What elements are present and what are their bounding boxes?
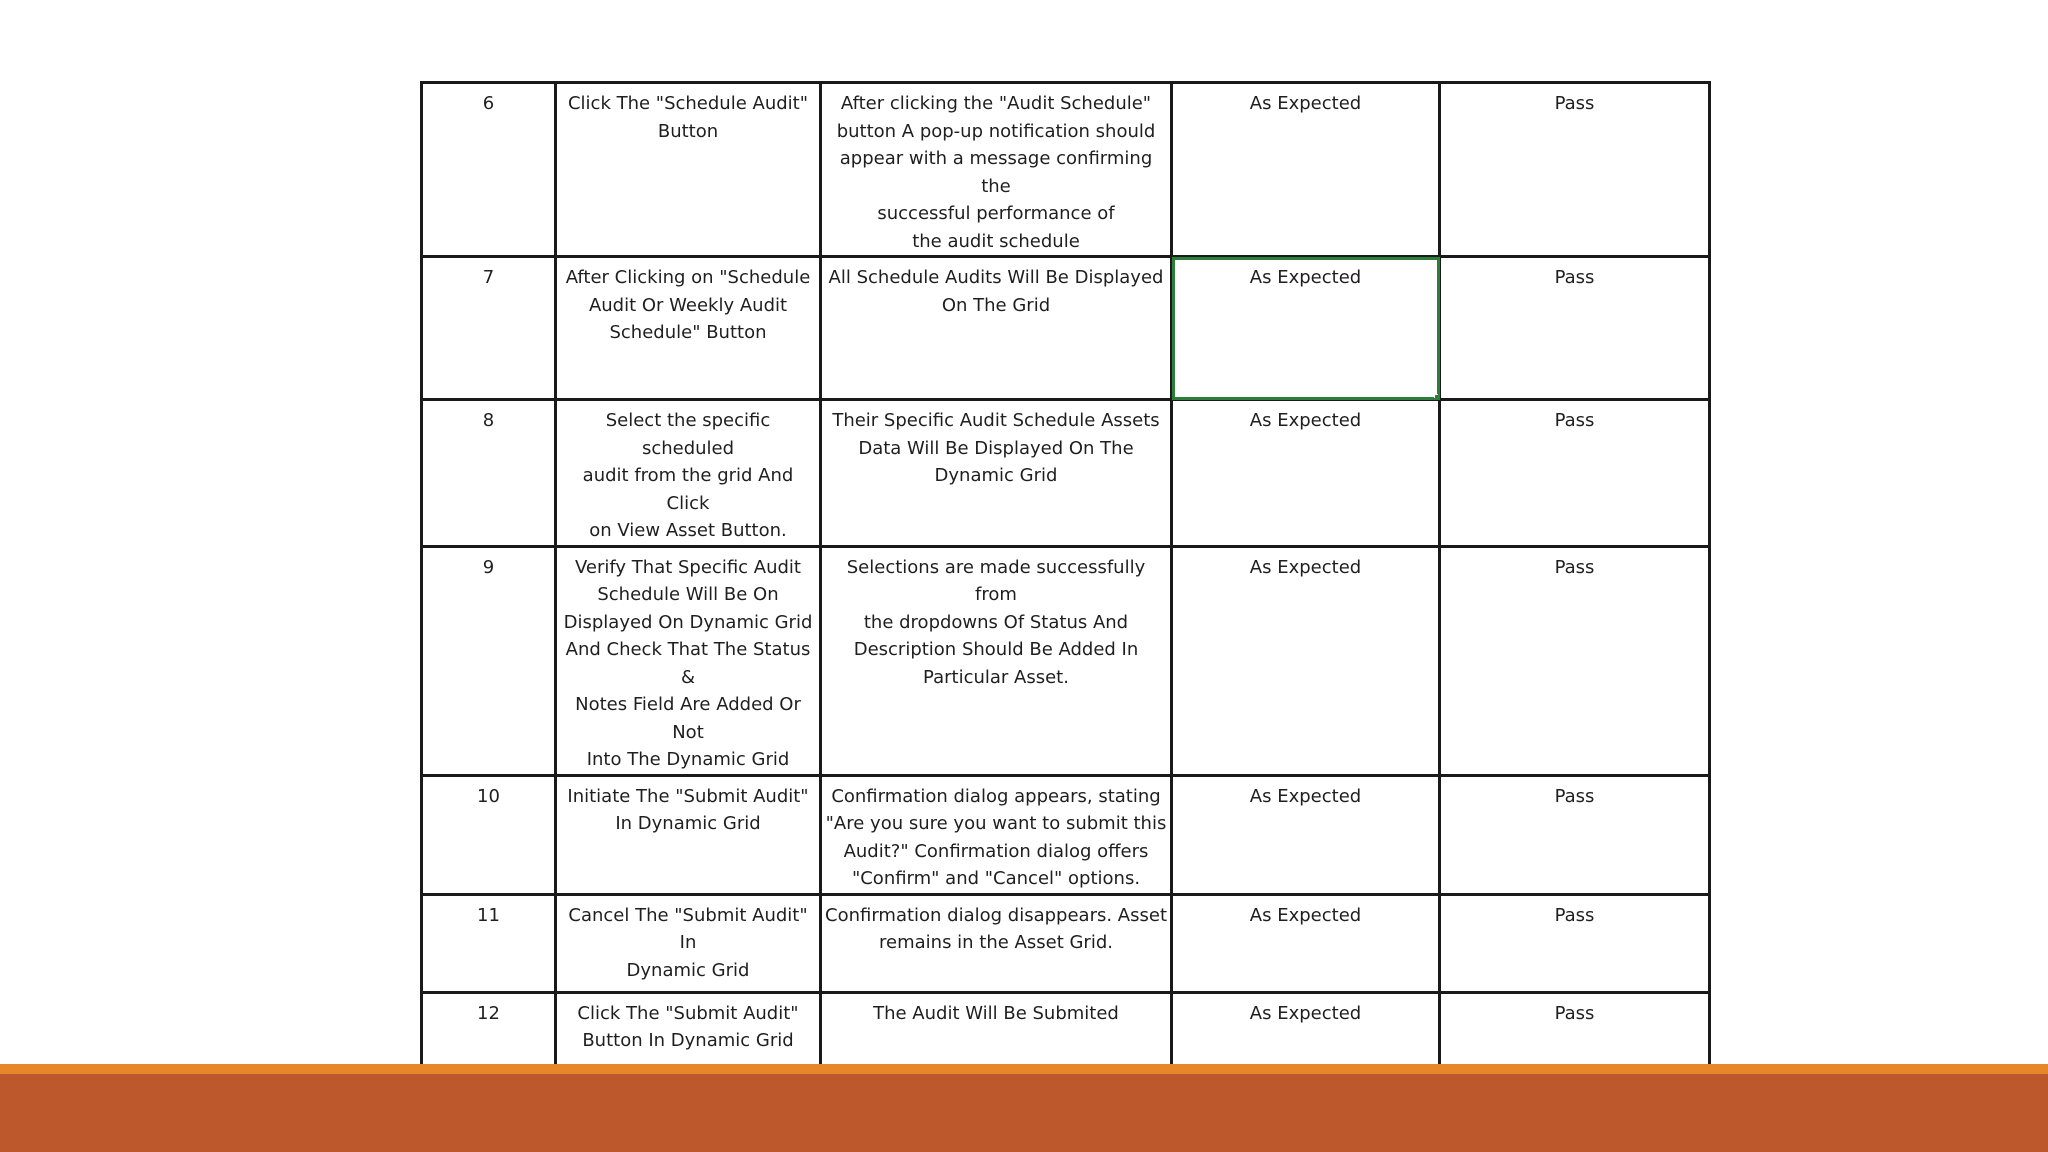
test-step-cell[interactable]: Cancel The "Submit Audit" In Dynamic Grid: [556, 894, 821, 992]
status-cell[interactable]: Pass: [1440, 992, 1710, 1082]
actual-result-cell[interactable]: As Expected: [1172, 775, 1440, 894]
expected-result-cell[interactable]: All Schedule Audits Will Be Displayed On The Grid: [821, 257, 1172, 400]
expected-result-cell[interactable]: The Audit Will Be Submited: [821, 992, 1172, 1082]
test-step-cell[interactable]: Click The "Schedule Audit" Button: [556, 83, 821, 257]
fill-handle[interactable]: [1434, 394, 1440, 400]
actual-result-cell[interactable]: As Expected: [1172, 992, 1440, 1082]
test-step-cell[interactable]: Click The "Submit Audit" Button In Dynamic Grid: [556, 992, 821, 1082]
actual-result-cell[interactable]: As Expected: [1172, 546, 1440, 775]
actual-result-text: As Expected: [1249, 267, 1362, 288]
table-row: [422, 257, 1710, 400]
status-cell[interactable]: Pass: [1440, 894, 1710, 992]
expected-result-cell[interactable]: Confirmation dialog appears, stating "Are you sure you want to submit this Audit?" Confirmation dialog offers "Confirm" and "Cancel" options.: [821, 775, 1172, 894]
footer-bar: [0, 1074, 2048, 1152]
status-cell[interactable]: Pass: [1440, 775, 1710, 894]
status-cell[interactable]: Pass: [1440, 546, 1710, 775]
table-row: [422, 546, 1710, 775]
test-number-cell[interactable]: 12: [422, 992, 556, 1082]
table-row: [422, 400, 1710, 547]
test-number-cell[interactable]: 10: [422, 775, 556, 894]
actual-result-cell[interactable]: As Expected: [1172, 83, 1440, 257]
status-cell[interactable]: Pass: [1440, 400, 1710, 547]
test-number-cell[interactable]: 6: [422, 83, 556, 257]
expected-result-cell[interactable]: Their Specific Audit Schedule Assets Data Will Be Displayed On The Dynamic Grid: [821, 400, 1172, 547]
test-number-cell[interactable]: 7: [422, 257, 556, 400]
table-row: [422, 775, 1710, 894]
expected-result-cell[interactable]: Selections are made successfully from the dropdowns Of Status And Description Should Be Added In Particular Asset.: [821, 546, 1172, 775]
actual-result-cell-selected[interactable]: [1172, 257, 1440, 400]
actual-result-cell[interactable]: As Expected: [1172, 400, 1440, 547]
test-case-table: [420, 81, 1711, 1084]
test-step-cell[interactable]: Select the specific scheduled audit from the grid And Click on View Asset Button.: [556, 400, 821, 547]
test-number-cell[interactable]: 11: [422, 894, 556, 992]
expected-result-cell[interactable]: Confirmation dialog disappears. Asset remains in the Asset Grid.: [821, 894, 1172, 992]
table-row: [422, 894, 1710, 992]
test-number-cell[interactable]: 8: [422, 400, 556, 547]
status-cell[interactable]: Pass: [1440, 83, 1710, 257]
table-row: [422, 83, 1710, 257]
test-step-cell[interactable]: Initiate The "Submit Audit" In Dynamic Grid: [556, 775, 821, 894]
actual-result-cell[interactable]: As Expected: [1172, 894, 1440, 992]
footer-accent-line: [0, 1064, 2048, 1074]
status-cell[interactable]: Pass: [1440, 257, 1710, 400]
test-number-cell[interactable]: 9: [422, 546, 556, 775]
test-step-cell[interactable]: Verify That Specific Audit Schedule Will Be On Displayed On Dynamic Grid And Check That The Status & Notes Field Are Added Or Not Into The Dynamic Grid: [556, 546, 821, 775]
expected-result-cell[interactable]: After clicking the "Audit Schedule" button A pop-up notification should appear with a message confirming the successful performance of the audit schedule: [821, 83, 1172, 257]
test-step-cell[interactable]: After Clicking on "Schedule Audit Or Weekly Audit Schedule" Button: [556, 257, 821, 400]
